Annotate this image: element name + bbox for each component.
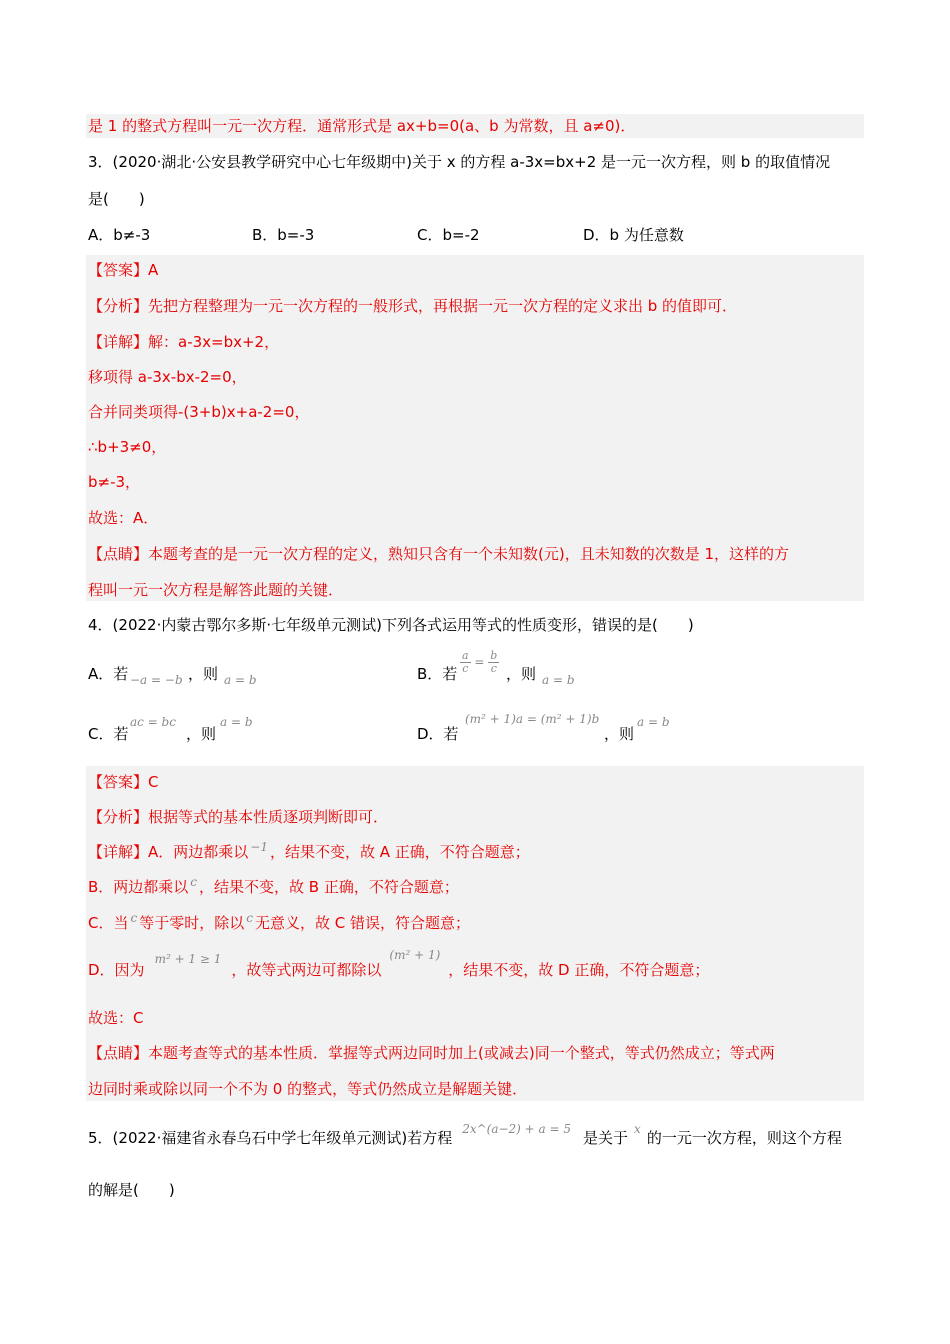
q3-step-1: 移项得 a-3x-bx-2=0，: [88, 368, 247, 386]
q4-detail-c-math2: c: [246, 911, 253, 925]
q4-option-b-math2: a = b: [542, 673, 575, 687]
q4-answer: 【答案】C: [88, 773, 159, 791]
q4-option-d-then: ，则: [604, 725, 635, 743]
q4-option-c-then: ，则: [186, 725, 217, 743]
q3-option-d: D．b 为任意数: [583, 226, 684, 244]
q5-variable: x: [634, 1122, 641, 1136]
q4-option-a-math2: a = b: [224, 673, 257, 687]
q3-comment-line2: 程叫一元一次方程是解答此题的关键．: [88, 581, 344, 599]
q4-detail-a-math: −1: [250, 840, 268, 854]
q4-option-d-math1: (m² + 1)a = (m² + 1)b: [465, 712, 600, 726]
q4-option-a-math1: −a = −b: [130, 673, 183, 687]
q4-option-b-frac-b: $\frac{b}{c}$: [490, 649, 498, 675]
q4-option-d-label: D．若: [417, 725, 459, 743]
q3-option-b: B．b=-3: [252, 226, 315, 244]
q5-equation: 2x^(a−2) + a = 5: [462, 1122, 572, 1136]
q5-stem-line1: 5．(2022·福建省永春乌石中学七年级单元测试)若方程 $^{2x\^{}(a-2) + a = 5}$ 是关于 $^x$ 的一元一次方程，则这个方程: [88, 1122, 842, 1147]
q4-detail-b: B．两边都乘以 $^c$ ，结果不变，故 B 正确，不符合题意；: [88, 875, 459, 896]
q4-detail-d-math1: m² + 1 ≥ 1: [154, 952, 222, 966]
q4-choice: 故选：C: [88, 1009, 144, 1027]
q3-stem-line2: 是( ): [88, 190, 145, 208]
q3-step-4: b≠-3，: [88, 473, 141, 491]
q4-stem: 4．(2022·内蒙古鄂尔多斯·七年级单元测试)下列各式运用等式的性质变形，错误的是( ): [88, 616, 694, 634]
q4-detail-a: 【详解】A．两边都乘以 $^{-1}$ ，结果不变，故 A 正确，不符合题意；: [88, 840, 530, 861]
q3-step-2: 合并同类项得-(3+b)x+a-2=0，: [88, 403, 310, 421]
q4-analysis: 【分析】根据等式的基本性质逐项判断即可．: [88, 808, 389, 826]
q3-comment-line1: 【点睛】本题考查的是一元一次方程的定义，熟知只含有一个未知数(元)，且未知数的次数是 1，这样的方: [88, 545, 790, 563]
top-explanation-text: 是 1 的整式方程叫一元一次方程．通常形式是 ax+b=0(a、b 为常数，且 a≠0)．: [88, 117, 636, 135]
q4-comment-line2: 边同时乘或除以同一个不为 0 的整式，等式仍然成立是解题关键．: [88, 1080, 528, 1098]
q3-answer: 【答案】A: [88, 261, 159, 279]
q3-step-3: ∴b+3≠0，: [88, 438, 167, 456]
q4-detail-d-math2: (m² + 1): [389, 948, 441, 962]
q4-comment-line1: 【点睛】本题考查等式的基本性质．掌握等式两边同时加上(或减去)同一个整式，等式仍然成立；等式两: [88, 1044, 775, 1062]
q4-option-c-math2: a = b: [220, 715, 253, 729]
q4-option-c-math1: ac = bc: [130, 715, 176, 729]
q4-option-b-frac-a: $\frac{a}{c}$: [462, 649, 469, 675]
q3-detail: 【详解】解：a-3x=bx+2，: [88, 333, 280, 351]
q4-detail-c-math1: c: [130, 911, 138, 925]
q4-detail-b-math: c: [190, 875, 198, 889]
q3-option-c: C．b=-2: [417, 226, 480, 244]
q5-stem-line2: 的解是( ): [88, 1181, 175, 1199]
q4-option-b-label: B．若: [417, 665, 458, 683]
q4-option-a-label: A．若: [88, 665, 129, 683]
q3-stem-line1: 3．(2020·湖北·公安县教学研究中心七年级期中)关于 x 的方程 a-3x=bx+2 是一元一次方程，则 b 的取值情况: [88, 153, 831, 171]
q4-option-d-math2: a = b: [637, 715, 670, 729]
q3-step-5: 故选：A．: [88, 509, 159, 527]
q4-option-a-then: ，则: [188, 665, 219, 683]
q4-option-b-math1: [460, 650, 499, 675]
q4-detail-d: D．因为$^{m^2 + 1 \ge 1}$，故等式两边可都除以$^{(m^2 + 1)}$，结果不变，故 D 正确，不符合题意；: [88, 948, 710, 979]
q4-option-b-then: ，则: [506, 665, 537, 683]
q4-detail-c: C．当 $^c$ 等于零时，除以 $^c$ 无意义，故 C 错误，符合题意；: [88, 911, 470, 932]
q4-option-c-label: C．若: [88, 725, 129, 743]
q3-analysis: 【分析】先把方程整理为一元一次方程的一般形式，再根据一元一次方程的定义求出 b 的值即可．: [88, 297, 738, 315]
q3-option-a: A．b≠-3: [88, 226, 151, 244]
q4-option-b-equals: =: [474, 655, 485, 669]
